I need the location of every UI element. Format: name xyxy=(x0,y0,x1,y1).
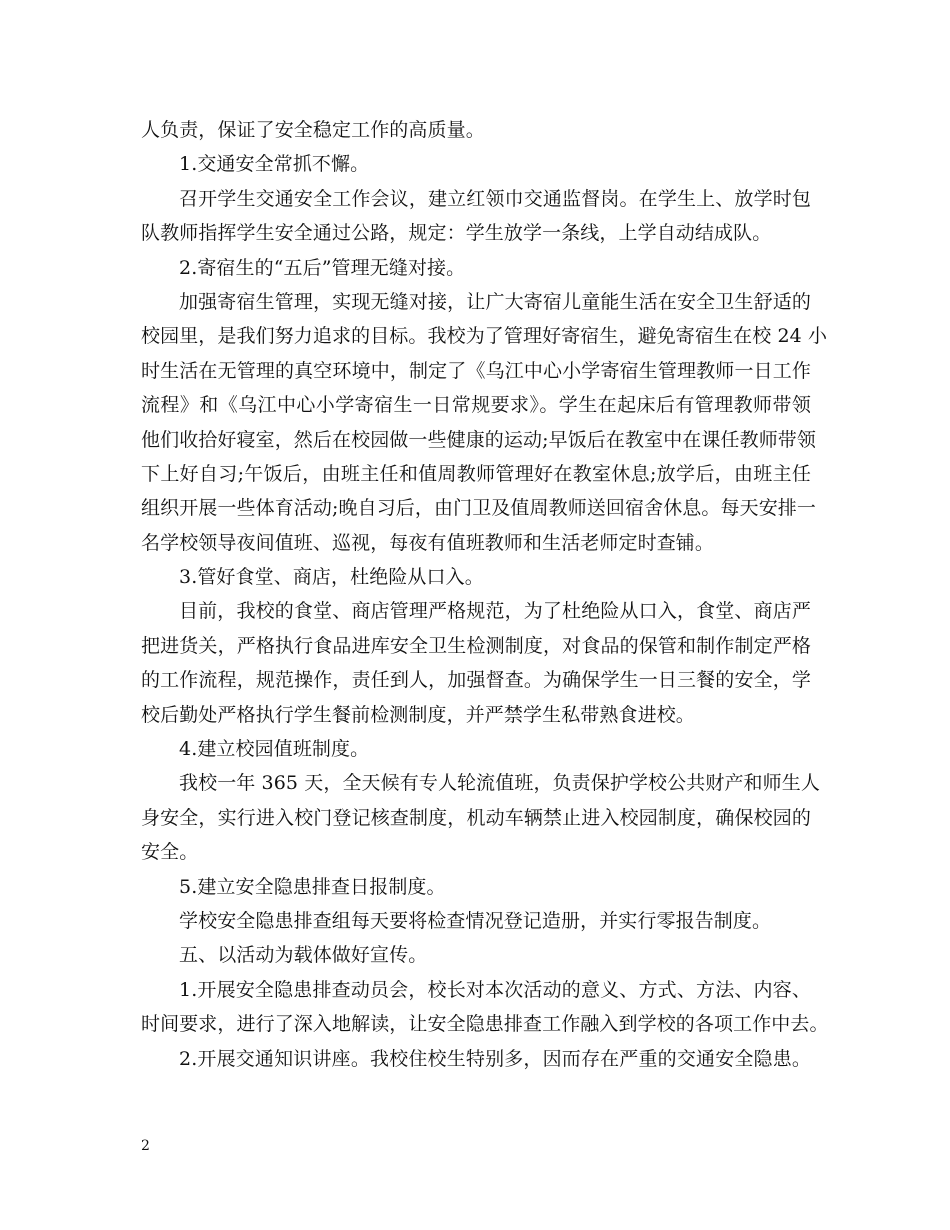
text-line-7: 校园里，是我们努力追求的目标。我校为了管理好寄宿生，避免寄宿生在校 24 小 xyxy=(141,325,828,348)
text-line-9: 流程》和《乌江中心小学寄宿生一日常规要求》。学生在起床后有管理教师带领 xyxy=(141,394,811,417)
text-line-3: 召开学生交通安全工作会议，建立红领巾交通监督岗。在学生上、放学时包 xyxy=(179,187,811,210)
document-body xyxy=(141,113,829,1076)
text-line-6: 加强寄宿生管理，实现无缝对接，让广大寄宿儿童能生活在安全卫生舒适的 xyxy=(179,290,811,313)
text-line-28: 2.开展交通知识讲座。我校住校生特别多，因而存在严重的交通安全隐患。 xyxy=(179,1047,811,1070)
text-line-17: 的工作流程，规范操作，责任到人，加强督查。为确保学生一日三餐的安全，学 xyxy=(141,669,811,692)
page-number: 2 xyxy=(141,1138,150,1154)
text-line-15: 目前，我校的食堂、商店管理严格规范，为了杜绝险从口入，食堂、商店严 xyxy=(179,600,811,623)
text-line-24: 学校安全隐患排查组每天要将检查情况登记造册，并实行零报告制度。 xyxy=(179,909,772,932)
text-line-20: 我校一年 365 天，全天候有专人轮流值班，负责保护学校公共财产和师生人 xyxy=(179,772,820,795)
text-line-27: 时间要求，进行了深入地解读，让安全隐患排查工作融入到学校的各项工作中去。 xyxy=(141,1013,829,1036)
section-heading-traffic: 1.交通安全常抓不懈。 xyxy=(179,153,370,176)
section-heading-duty: 4.建立校园值班制度。 xyxy=(179,738,370,761)
text-line-12: 组织开展一些体育活动;晚自习后，由门卫及值周教师送回宿舍休息。每天安排一 xyxy=(141,497,817,520)
text-line-16: 把进货关，严格执行食品进库安全卫生检测制度，对食品的保管和制作制定严格 xyxy=(141,634,811,657)
text-line-13: 名学校领导夜间值班、巡视，每夜有值班教师和生活老师定时查铺。 xyxy=(141,531,715,554)
text-line-4: 队教师指挥学生安全通过公路，规定：学生放学一条线，上学自动结成队。 xyxy=(141,222,772,245)
section-heading-hazard-report: 5.建立安全隐患排查日报制度。 xyxy=(179,875,446,898)
text-line-26: 1.开展安全隐患排查动员会，校长对本次活动的意义、方式、方法、内容、 xyxy=(179,978,811,1001)
text-line-8: 时生活在无管理的真空环境中，制定了《乌江中心小学寄宿生管理教师一日工作 xyxy=(141,359,811,382)
text-line-1: 人负责，保证了安全稳定工作的高质量。 xyxy=(141,119,485,141)
text-line-22: 安全。 xyxy=(141,841,199,864)
section-heading-canteen: 3.管好食堂、商店，杜绝险从口入。 xyxy=(179,566,484,589)
text-line-10: 他们收拾好寝室，然后在校园做一些健康的运动;早饭后在教室中在课任教师带领 xyxy=(141,428,817,451)
text-line-18: 校后勤处严格执行学生餐前检测制度，并严禁学生私带熟食进校。 xyxy=(141,703,695,726)
section-heading-boarding: 2.寄宿生的“五后”管理无缝对接。 xyxy=(179,256,466,279)
text-line-21: 身安全，实行进入校门登记核查制度，机动车辆禁止进入校园制度，确保校园的 xyxy=(141,806,811,829)
text-line-11: 下上好自习;午饭后，由班主任和值周教师管理好在教室休息;放学后，由班主任 xyxy=(141,462,811,485)
section-heading-activities: 五、以活动为载体做好宣传。 xyxy=(179,944,428,967)
